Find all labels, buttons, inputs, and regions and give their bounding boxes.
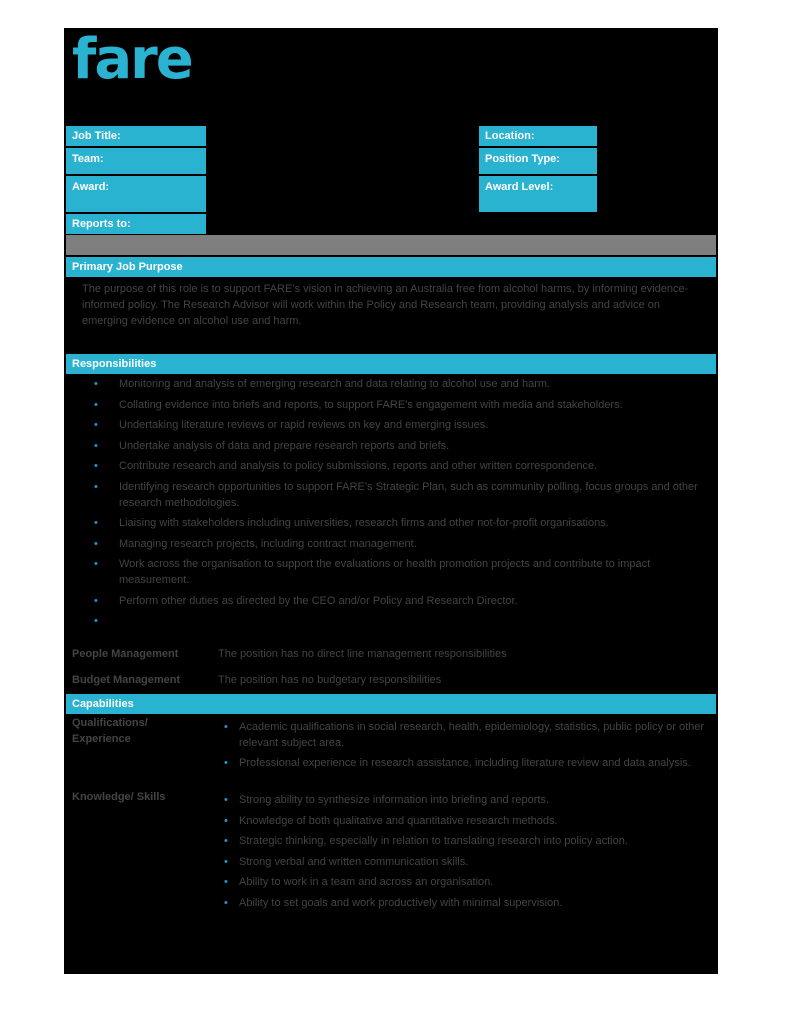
bullet-icon: • xyxy=(94,439,98,452)
bullet-icon: • xyxy=(94,537,98,550)
list-item: • Strong ability to synthesize information into briefing and reports. xyxy=(224,793,708,809)
knowledge-skills-label: Knowledge/ Skills xyxy=(72,791,166,803)
bullet-icon: • xyxy=(224,757,228,769)
document-page xyxy=(64,28,718,974)
reports-to-field: Reports to: xyxy=(66,214,206,234)
award-level-field: Award Level: xyxy=(479,176,597,212)
bullet-icon: • xyxy=(224,835,228,847)
list-item: • Undertaking literature reviews or rapid reviews on key and emerging issues. xyxy=(94,419,489,431)
bullet-icon: • xyxy=(94,378,98,390)
position-type-field: Position Type: xyxy=(479,148,597,174)
qualifications-label: Qualifications/ Experience xyxy=(72,717,148,745)
bullet-icon: • xyxy=(94,398,98,411)
bullet-icon: • xyxy=(94,480,98,493)
award-field: Award: xyxy=(66,176,206,212)
list-item: • Monitoring and analysis of emerging research and data relating to alcohol use and harm. xyxy=(94,378,551,390)
qualifications-list xyxy=(224,720,708,777)
list-item: • Identifying research opportunities to support FARE’s Strategic Plan, such as community polling, focus groups and other research methodologies. xyxy=(94,480,698,509)
list-item: • Strong verbal and written communication skills. xyxy=(224,855,708,871)
list-item: • Ability to work in a team and across an organisation. xyxy=(224,875,708,891)
bullet-icon: • xyxy=(224,721,228,733)
logo-text: fare xyxy=(72,28,192,90)
list-item: • Strategic thinking, especially in relation to translating research into policy action. xyxy=(224,834,708,850)
budget-management-label: Budget Management xyxy=(72,674,181,686)
fare-logo xyxy=(72,28,232,90)
gray-divider xyxy=(66,235,716,255)
list-item: • Knowledge of both qualitative and quantitative research methods. xyxy=(224,814,708,830)
people-management-label: People Management xyxy=(72,648,179,660)
location-field: Location: xyxy=(479,126,597,146)
bullet-icon: • xyxy=(94,460,98,472)
list-item: • Professional experience in research assistance, including literature review and data analysis. xyxy=(224,756,708,772)
bullet-icon: • xyxy=(94,615,98,627)
responsibilities-list xyxy=(94,376,706,634)
list-item: • Undertake analysis of data and prepare research reports and briefs. xyxy=(94,439,450,452)
bullet-icon: • xyxy=(94,558,98,570)
bullet-icon: • xyxy=(94,594,98,607)
list-item: • Ability to set goals and work productively with minimal supervision. xyxy=(224,896,708,912)
bullet-icon: • xyxy=(224,814,228,827)
primary-job-purpose-text: The purpose of this role is to support FARE’s vision in achieving an Australia free from alcohol harms, by informing evidence-informed policy. The Research Advisor will work within the Policy and Research team, providing analysis and advice on emerging evidence on alcohol use and harm. xyxy=(82,283,689,327)
list-item: • Academic qualifications in social research, health, epidemiology, statistics, public policy or other relevant subject area. xyxy=(224,721,705,749)
responsibilities-heading: Responsibilities xyxy=(66,354,716,374)
bullet-icon: • xyxy=(224,794,228,806)
team-field: Team: xyxy=(66,148,206,174)
list-item: • Collating evidence into briefs and reports, to support FARE’s engagement with media and stakeholders. xyxy=(94,398,623,411)
list-item: • Managing research projects, including contract management. xyxy=(94,537,417,550)
bullet-icon: • xyxy=(224,896,228,909)
bullet-icon: • xyxy=(94,419,98,431)
knowledge-skills-list xyxy=(224,793,708,916)
bullet-icon: • xyxy=(94,517,98,529)
list-item xyxy=(94,613,706,629)
primary-job-purpose-heading: Primary Job Purpose xyxy=(66,257,716,277)
people-management-value: The position has no direct line management responsibilities xyxy=(218,648,507,660)
capabilities-heading: Capabilities xyxy=(66,694,716,714)
list-item: • Liaising with stakeholders including universities, research firms and other not-for-profit organisations. xyxy=(94,517,609,529)
list-item: • Perform other duties as directed by the CEO and/or Policy and Research Director. xyxy=(94,594,518,607)
list-item: • Work across the organisation to support the evaluations or health promotion projects and contribute to impact measurement. xyxy=(94,558,651,586)
budget-management-value: The position has no budgetary responsibilities xyxy=(218,674,442,686)
bullet-icon: • xyxy=(224,855,228,868)
job-title-field: Job Title: xyxy=(66,126,206,146)
list-item: • Contribute research and analysis to policy submissions, reports and other written correspondence. xyxy=(94,460,598,472)
bullet-icon: • xyxy=(224,876,228,888)
